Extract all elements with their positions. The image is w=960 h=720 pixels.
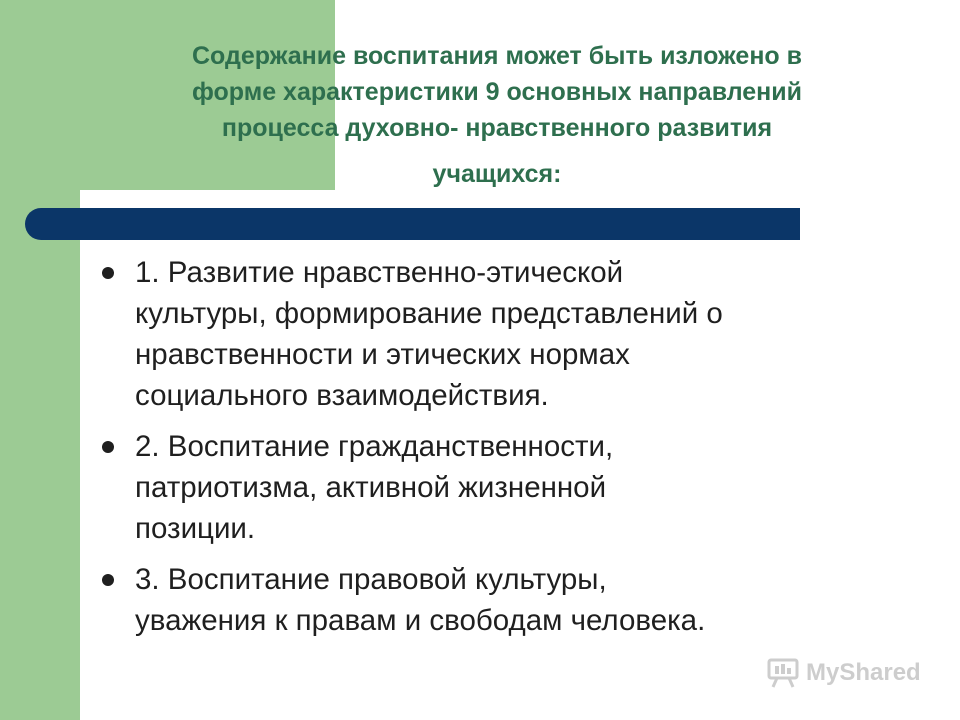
bullet-3-line-1: 3. Воспитание правовой культуры,: [135, 563, 607, 596]
title-line-3: процесса духовно- нравственного развития: [221, 114, 773, 142]
title-line-4: учащихся:: [432, 160, 562, 188]
bullet-item-3: [98, 559, 918, 641]
bullet-dot-icon: [102, 441, 114, 453]
left-green-strip: [0, 0, 80, 720]
bullet-list: [98, 252, 918, 651]
title-line-2: форме характеристики 9 основных направлений: [191, 78, 803, 106]
bullet-dot-icon: [102, 574, 114, 586]
bullet-1-line-1: 1. Развитие нравственно-этической: [135, 256, 624, 289]
bullet-3-line-2: уважения к правам и свободам человека.: [135, 604, 706, 637]
bullet-2-line-1: 2. Воспитание гражданственности,: [135, 430, 614, 463]
title-line-1: Содержание воспитания может быть изложено в: [191, 42, 803, 70]
bullet-1-line-2: культуры, формирование представлений о: [135, 297, 723, 330]
bullet-2-line-3: позиции.: [135, 512, 256, 545]
bullet-2-line-2: патриотизма, активной жизненной: [135, 471, 607, 504]
bullet-1-line-4: социального взаимодействия.: [135, 379, 549, 412]
myshared-watermark: [766, 655, 921, 691]
bullet-dot-icon: [102, 267, 114, 279]
title-divider-bar: [25, 208, 800, 240]
bullet-item-2: [98, 426, 918, 549]
watermark-text: MyShared: [806, 659, 921, 686]
bullet-1-line-3: нравственности и этических нормах: [135, 338, 630, 371]
presentation-board-icon: [766, 658, 800, 688]
bullet-item-1: [98, 252, 918, 416]
slide-title: [92, 38, 902, 192]
